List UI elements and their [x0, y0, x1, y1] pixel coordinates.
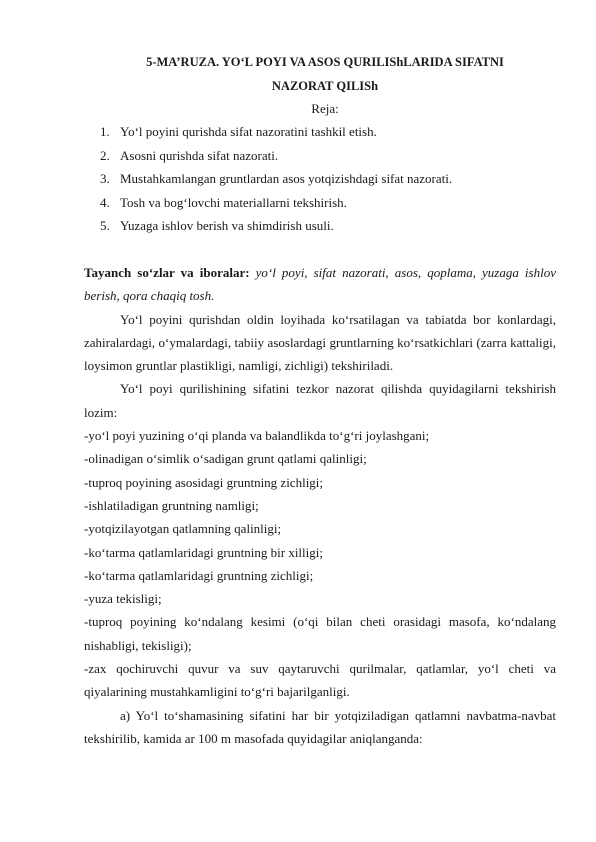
- plan-item-text: Mustahkamlangan gruntlardan asos yotqizishdagi sifat nazorati.: [120, 171, 453, 186]
- lecture-title-line-1: 5-MA’RUZA. YO‘L POYI VA ASOS QURILIShLARIDA SIFATNI: [146, 55, 504, 69]
- plan-item: [100, 148, 452, 172]
- plan-item-number: 1.: [100, 124, 110, 139]
- keywords-label: Tayanch so‘zlar va iboralar:: [84, 265, 250, 280]
- check-item: -ishlatiladigan gruntning namligi;: [84, 497, 259, 513]
- plan-item-text: Yo‘l poyini qurishda sifat nazoratini tashkil etish.: [120, 124, 377, 139]
- plan-item: [100, 218, 452, 242]
- keywords-paragraph: [84, 261, 556, 308]
- check-item: -yuza tekisligi;: [84, 591, 162, 607]
- control-paragraph: Yo‘l poyi qurilishining sifatini tezkor nazorat qilishda quyidagilarni tekshirish lozim:: [84, 381, 556, 420]
- plan-item-number: 4.: [100, 194, 110, 210]
- plan-item-text: Yuzaga ishlov berish va shimdirish usuli.: [120, 218, 334, 233]
- plan-item-number: 5.: [100, 218, 110, 233]
- keywords-terms: yo‘l poyi, sifat nazorati, asos, qoplama, yuzaga ishlov berish, qora chaqiq tosh.: [84, 265, 556, 304]
- plan-item-number: 2.: [100, 147, 110, 163]
- check-item: -tuproq poyining ko‘ndalang kesimi (o‘qi bilan cheti orasidagi masofa, ko‘ndalang nishabligi, tekisligi);: [84, 614, 556, 653]
- pavement-paragraph: a) Yo‘l to‘shamasining sifatini har bir yotqiziladigan qatlamni navbatma-navbat tekshirilib, kamida ar 100 m masofada quyidagilar aniqlanganda:: [84, 707, 556, 746]
- check-item: -ko‘tarma qatlamlaridagi gruntning bir xilligi;: [84, 544, 323, 560]
- lecture-title-line-2: NAZORAT QILISh: [271, 79, 379, 93]
- plan-item: [100, 171, 452, 195]
- check-item: -ko‘tarma qatlamlaridagi gruntning zichligi;: [84, 567, 314, 583]
- plan-item-text: Tosh va bog‘lovchi materiallarni tekshirish.: [120, 194, 347, 210]
- plan-item-number: 3.: [100, 171, 110, 186]
- lecture-body: [84, 261, 556, 750]
- check-item: -yotqizilayotgan qatlamning qalinligi;: [84, 521, 282, 537]
- check-item: -olinadigan o‘simlik o‘sadigan grunt qatlami qalinligi;: [84, 451, 367, 467]
- check-item: -zax qochiruvchi quvur va suv qaytaruvchi qurilmalar, qatlamlar, yo‘l cheti va qiyalarining mustahkamligini to‘g‘ri bajarilganligi.: [84, 661, 556, 700]
- check-item: -yo‘l poyi yuzining o‘qi planda va balandlikda to‘g‘ri joylashgani;: [84, 428, 430, 444]
- plan-item: [100, 124, 452, 148]
- plan-item-text: Asosni qurishda sifat nazorati.: [120, 147, 279, 163]
- plan-item: [100, 195, 452, 219]
- check-item: -tuproq poyining asosidagi gruntning zichligi;: [84, 474, 324, 490]
- intro-paragraph: Yo‘l poyini qurishdan oldin loyihada ko‘rsatilagan va tabiatda bor konlardagi, zahiralardagi, o‘ymalardagi, tabiiy asoslardagi gruntlarning ko‘rsatkichlari (zarra kattaligi, loysimon gruntlar plastikligi, namligi, zichligi) tekshiriladi.: [84, 311, 556, 374]
- plan-list: [100, 124, 452, 242]
- plan-heading: Reja:: [311, 101, 339, 116]
